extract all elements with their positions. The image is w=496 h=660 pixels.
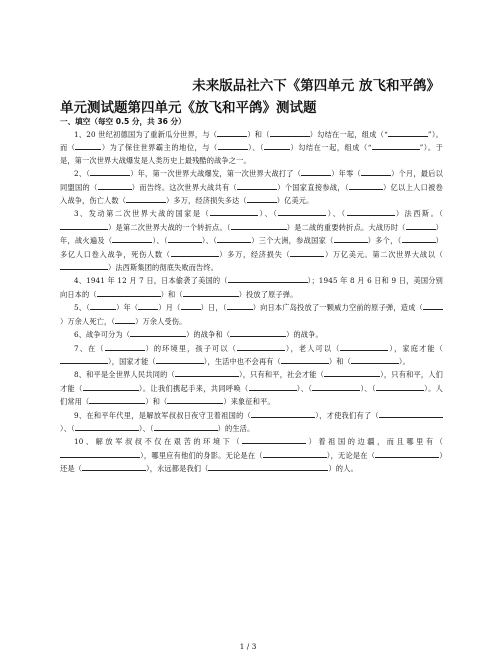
- section-heading: 一、填空（每空 0.5 分，共 36 分）: [60, 117, 186, 126]
- blank: [217, 128, 247, 137]
- blank: [249, 382, 297, 391]
- question-8-text: ）和（: [145, 397, 168, 407]
- question-7-text: ），国家才能（: [108, 356, 156, 366]
- question-9-text: ），才使我们有了（: [315, 410, 379, 420]
- blank: [406, 221, 436, 230]
- question-10-text: ）着祖国的边疆，而且哪里有（: [306, 437, 443, 447]
- question-10: [60, 435, 443, 475]
- blank: [167, 395, 223, 404]
- blank: [60, 449, 140, 458]
- blank: [402, 234, 436, 243]
- blank: [90, 167, 130, 176]
- blank: [228, 274, 308, 283]
- question-2-text: ）年零（: [331, 169, 361, 179]
- blank: [388, 128, 428, 137]
- blank: [334, 234, 368, 243]
- question-8: [60, 368, 443, 408]
- question-3-text: ）、（: [326, 209, 347, 219]
- question-8-text: 8、和平是全世界人民共同的（: [74, 370, 175, 380]
- blank: [168, 234, 202, 243]
- blank: [210, 207, 258, 216]
- question-8-text: ）、（: [296, 383, 313, 393]
- question-1-text: ）勾结在一起，组成（“: [309, 130, 388, 139]
- blank: [340, 342, 388, 351]
- question-9-text: 9、在和平年代里，是解放军叔叔日夜守卫着祖国的（: [74, 410, 252, 420]
- blank: [98, 181, 132, 190]
- blank: [60, 261, 108, 270]
- question-3-text: ）年，战火遍及（: [60, 222, 444, 246]
- blank: [290, 248, 324, 257]
- question-5-text: ）月（: [158, 303, 181, 313]
- question-6: [60, 328, 443, 341]
- question-1-text: 1、20 世纪初德国为了重新瓜分世界，与（: [74, 130, 218, 139]
- blank: [156, 355, 204, 364]
- question-8-text: ），只有和平，社会才能（: [238, 370, 325, 380]
- question-7-text: ），老人可以（: [284, 343, 341, 353]
- question-2-text: 2、（: [74, 169, 91, 179]
- question-3-text: 3、发动第二次世界大战的国家是（: [74, 209, 211, 219]
- blank: [126, 194, 166, 203]
- blank: [60, 355, 108, 364]
- question-7-text: ）的环境里，孩子可以（: [144, 343, 237, 353]
- question-1-text: ）勾结在一起，组成（“: [290, 143, 372, 153]
- question-3-text: ）多亿人口卷入战争，死伤人数（: [60, 236, 443, 259]
- question-3-text: ）是二战的重要转折点。大战历时（: [286, 222, 406, 232]
- blank: [251, 409, 315, 418]
- blank: [231, 221, 287, 230]
- question-7-text: ），生活中也不会再有（: [203, 356, 281, 366]
- question-2-text: ）个月，最后以同盟国的（: [60, 169, 443, 192]
- question-3-text: ）三个大洲，参战国家（: [251, 236, 334, 246]
- question-5-text: ）日，（: [200, 303, 227, 313]
- blank: [242, 435, 306, 444]
- question-9-text: ）、（: [60, 423, 75, 433]
- blank: [351, 355, 399, 364]
- question-9-text: ）、（: [138, 423, 154, 433]
- question-7-text: 7、在（: [74, 343, 105, 353]
- question-body: [60, 128, 443, 476]
- question-1-text: ”）。而（: [60, 130, 444, 153]
- question-5-text: ）万余人受伤。: [135, 316, 187, 326]
- blank: [379, 409, 443, 418]
- question-5-text: ）年（: [116, 303, 139, 313]
- question-3-text: ）是第二次世界大战的一个转折点。（: [108, 222, 231, 232]
- blank: [312, 382, 360, 391]
- blank: [217, 234, 251, 243]
- question-4-text: 4、1941 年 12 月 7 日，日本偷袭了美国的（: [74, 276, 228, 286]
- blank: [349, 181, 383, 190]
- question-2-text: ）年，第一次世界大战爆发，第一次世界大战打了（: [130, 169, 302, 179]
- blank: [171, 248, 219, 257]
- blank: [230, 328, 286, 337]
- page-number: 1 / 3: [239, 642, 257, 651]
- question-10-text: ）的人。: [328, 464, 358, 474]
- question-3-text: ）法西斯集团的彻底失败而告终。: [108, 263, 219, 273]
- question-6-text: 6、战争可分为（: [74, 330, 131, 340]
- blank: [90, 301, 116, 310]
- document-title-line1: 未来版品社六下《第四单元 放飞和平鸽》: [192, 78, 440, 94]
- blank: [175, 368, 239, 377]
- blank: [130, 328, 186, 337]
- question-5-text: ）万余人死亡，（: [60, 316, 116, 326]
- blank: [75, 422, 139, 431]
- blank: [75, 141, 101, 150]
- question-10-text: ）还是（: [60, 450, 443, 474]
- blank: [181, 301, 201, 310]
- question-2-text: ）亿美元。: [276, 196, 314, 206]
- question-7: [60, 342, 443, 369]
- blank: [97, 288, 161, 297]
- blank: [138, 301, 158, 310]
- blank: [83, 382, 139, 391]
- question-3-text: ）法西斯。（: [394, 209, 443, 219]
- question-2-text: ）个国家直接参战，（: [277, 182, 349, 192]
- question-8-text: ）来象征和平。: [223, 397, 275, 407]
- question-2-text: ）亿以上人口被卷入战争，伤亡人数（: [60, 182, 443, 206]
- blank: [375, 449, 439, 458]
- question-7-text: ），家庭才能（: [388, 343, 443, 353]
- blank: [115, 315, 135, 324]
- question-8-text: ）、（: [360, 383, 376, 393]
- blank: [423, 301, 443, 310]
- blank: [154, 422, 218, 431]
- blank: [227, 301, 253, 310]
- question-3-text: ）、（: [201, 236, 218, 246]
- question-4-text: ）；1945 年 8 月 6 日和 9 日，美国分别向日本的（: [60, 276, 443, 299]
- blank: [237, 181, 277, 190]
- question-4-text: ）和（: [160, 289, 183, 299]
- blank: [89, 395, 145, 404]
- question-1-text: ”）。于是，第一次世界大战爆发是人类历史上最残酷的战争之一。: [60, 143, 443, 165]
- question-4-text: ）投放了原子弹。: [238, 289, 298, 299]
- question-10-text: ），无论是在（: [326, 450, 376, 460]
- question-6-text: ）的战争。: [286, 330, 323, 340]
- question-10-text: ），永远都是我们（: [146, 464, 209, 474]
- blank: [82, 462, 146, 471]
- question-2-text: ）而告终。这次世界大战共有（: [131, 182, 238, 192]
- question-8-text: ）。人们常用（: [60, 383, 443, 407]
- question-7-text: ）和（: [328, 356, 351, 366]
- question-8-text: ），只有和平，人们才能（: [60, 370, 443, 393]
- question-1-text: ）为了保住世界霸主的地位，与（: [101, 143, 218, 153]
- question-8-text: ）。让我们携起手来，共同呼唤（: [138, 383, 249, 393]
- blank: [247, 194, 277, 203]
- blank: [281, 355, 329, 364]
- blank: [183, 288, 239, 297]
- blank: [264, 141, 290, 150]
- document-title-line2: 单元测试题第四单元《放飞和平鸽》测试题: [60, 100, 317, 116]
- blank: [237, 342, 285, 351]
- question-10-text: 10、解放军叔叔不仅在艰苦的环境下（: [74, 437, 243, 447]
- question-5-text: 5、（: [74, 303, 90, 313]
- question-3-text: ）多万，经济损失（: [218, 249, 291, 259]
- question-1-text: ）和（: [247, 130, 270, 139]
- blank: [105, 342, 145, 351]
- question-7-text: ）。: [398, 356, 410, 366]
- blank: [347, 207, 395, 216]
- question-2-text: ）多万，经济损失多达（: [166, 196, 247, 206]
- question-10-text: ），哪里应有他们的身影。无论是在（: [140, 450, 263, 460]
- question-3: [60, 207, 443, 274]
- blank: [372, 141, 420, 150]
- blank: [208, 462, 328, 471]
- blank: [278, 207, 326, 216]
- question-3-text: ）、（: [258, 209, 279, 219]
- blank: [301, 167, 331, 176]
- question-2: [60, 167, 443, 207]
- question-1: [60, 128, 443, 167]
- blank: [361, 167, 391, 176]
- blank: [112, 234, 152, 243]
- blank: [270, 128, 310, 137]
- question-9-text: ）的生活。: [217, 423, 255, 433]
- question-6-text: ）的战争和（: [186, 330, 231, 340]
- question-1-text: ）、（: [247, 143, 265, 153]
- question-5-text: ）向日本广岛投放了一颗威力空前的原子弹，造成（: [252, 303, 423, 313]
- blank: [60, 221, 108, 230]
- question-5: [60, 301, 443, 328]
- blank: [324, 368, 380, 377]
- question-3-text: ）万亿美元。第二次世界大战以（: [324, 249, 443, 259]
- blank: [263, 449, 327, 458]
- question-4: [60, 274, 443, 301]
- question-9: [60, 409, 443, 436]
- blank: [376, 382, 424, 391]
- question-3-text: ）多个，（: [367, 236, 402, 246]
- blank: [218, 141, 248, 150]
- question-3-text: ）、（: [152, 236, 168, 246]
